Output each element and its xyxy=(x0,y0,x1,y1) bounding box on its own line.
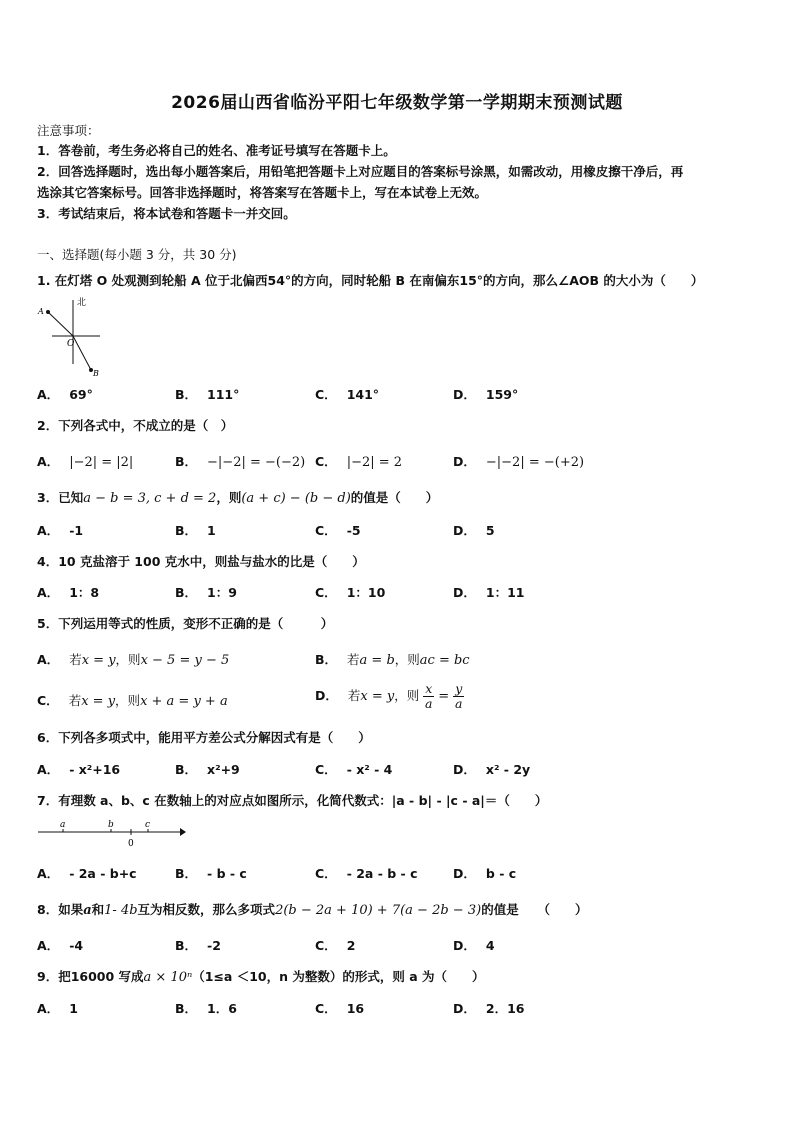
page-title: 2026届山西省临汾平阳七年级数学第一学期期末预测试题 xyxy=(171,93,623,113)
q8-option-d[interactable]: D． 4 xyxy=(453,938,495,953)
q4-stem: 4．10 克盐溶于 100 克水中，则盐与盐水的比是（ ） xyxy=(37,554,365,569)
q5-stem: 5．下列运用等式的性质，变形不正确的是（ ） xyxy=(37,616,334,631)
q9-option-a[interactable]: A． 1 xyxy=(37,1001,78,1016)
notice-item-1: 1．答卷前，考生务必将自己的姓名、准考证号填写在答题卡上。 xyxy=(37,143,396,158)
q8-stem: 8．如果a和1- 4b互为相反数，那么多项式2(b − 2a + 10) + 7(a − 2b − 3)的值是 （ ） xyxy=(37,902,588,918)
q1-fig-o-label: O xyxy=(67,339,75,349)
q9-option-b[interactable]: B． 1．6 xyxy=(175,1001,237,1016)
q7-option-c[interactable]: C． - 2a - b - c xyxy=(315,866,418,881)
notice-heading: 注意事项： xyxy=(37,123,100,138)
q9-option-c[interactable]: C． 16 xyxy=(315,1001,365,1016)
q7-option-a[interactable]: A． - 2a - b+c xyxy=(37,866,137,881)
q9-stem: 9．把16000 写成a × 10ⁿ（1≤a ＜10，n 为整数）的形式，则 a 为（ ） xyxy=(37,969,485,985)
q7-point-a: a xyxy=(60,820,66,830)
q2-option-a[interactable]: A． |−2| = |2| xyxy=(37,454,134,470)
q1-option-c[interactable]: C． 141° xyxy=(315,387,380,402)
q2-option-b[interactable]: B． −|−2| = −(−2) xyxy=(175,454,306,470)
q6-option-d[interactable]: D． x² - 2y xyxy=(453,762,531,777)
q3-stem: 3．已知a − b = 3, c + d = 2，则(a + c) − (b − d)的值是（ ） xyxy=(37,490,439,506)
q5-option-b[interactable]: B． 若a = b，则ac = bc xyxy=(315,652,470,668)
q1-fig-b-label: B xyxy=(93,369,99,378)
q6-option-b[interactable]: B． x²+9 xyxy=(175,762,240,777)
q3-option-d[interactable]: D． 5 xyxy=(453,523,495,538)
q1-option-b[interactable]: B． 111° xyxy=(175,387,240,402)
q2-stem: 2．下列各式中，不成立的是（ ） xyxy=(37,418,234,433)
q3-option-b[interactable]: B． 1 xyxy=(175,523,216,538)
q7-stem: 7．有理数 a、b、c 在数轴上的对应点如图所示，化简代数式：|a - b| - |c - a|＝（ ） xyxy=(37,793,548,808)
q2-option-c[interactable]: C． |−2| = 2 xyxy=(315,454,403,470)
q8-option-c[interactable]: C． 2 xyxy=(315,938,356,953)
q5-option-a[interactable]: A． 若x = y，则x − 5 = y − 5 xyxy=(37,652,230,668)
q5-option-c[interactable]: C． 若x = y，则x + a = y + a xyxy=(37,693,228,709)
q5-option-d[interactable]: D． 若x = y，则 $\frac{x}{a}$ = $\frac{y}{a}$ xyxy=(315,681,463,711)
q6-option-a[interactable]: A． - x²+16 xyxy=(37,762,121,777)
q1-option-d[interactable]: D． 159° xyxy=(453,387,519,402)
q1-option-a[interactable]: A． 69° xyxy=(37,387,93,402)
notice-item-2: 2．回答选择题时，选出每小题答案后，用铅笔把答题卡上对应题目的答案标号涂黑，如需改动，用橡皮擦干净后，再 xyxy=(37,164,684,179)
q7-number-line xyxy=(36,818,188,850)
q5-d-fraction-right: $\frac{y}{a}$ xyxy=(454,681,463,711)
q7-point-b: b xyxy=(108,820,114,830)
q2-option-d[interactable]: D． −|−2| = −(+2) xyxy=(453,454,585,470)
q4-option-a[interactable]: A． 1：8 xyxy=(37,585,100,600)
q5-d-fraction-left: $\frac{x}{a}$ xyxy=(425,681,433,711)
q7-option-b[interactable]: B． - b - c xyxy=(175,866,247,881)
q9-option-d[interactable]: D． 2．16 xyxy=(453,1001,525,1016)
q7-point-c: c xyxy=(145,820,151,830)
q1-direction-figure xyxy=(36,294,106,378)
q7-option-d[interactable]: D． b - c xyxy=(453,866,517,881)
q1-stem: 1. 在灯塔 O 处观测到轮船 A 位于北偏西54°的方向，同时轮船 B 在南偏东15°的方向，那么∠AOB 的大小为（ ） xyxy=(37,273,704,288)
q4-option-c[interactable]: C． 1：10 xyxy=(315,585,386,600)
notice-item-2-cont: 选涂其它答案标号。回答非选择题时，将答案写在答题卡上，写在本试卷上无效。 xyxy=(37,185,488,200)
q7-point-zero: 0 xyxy=(128,839,134,849)
q1-fig-north-label: 北 xyxy=(77,298,87,308)
section-heading: 一、选择题(每小题 3 分，共 30 分) xyxy=(37,247,237,262)
q1-fig-a-label: A xyxy=(38,307,44,316)
q8-option-a[interactable]: A． -4 xyxy=(37,938,84,953)
q4-option-b[interactable]: B． 1：9 xyxy=(175,585,237,600)
q6-stem: 6．下列各多项式中，能用平方差公式分解因式有是（ ） xyxy=(37,730,371,745)
q4-option-d[interactable]: D． 1：11 xyxy=(453,585,525,600)
q3-option-a[interactable]: A． -1 xyxy=(37,523,84,538)
q6-option-c[interactable]: C． - x² - 4 xyxy=(315,762,393,777)
q3-option-c[interactable]: C． -5 xyxy=(315,523,361,538)
q8-option-b[interactable]: B． -2 xyxy=(175,938,221,953)
notice-item-3: 3．考试结束后，将本试卷和答题卡一并交回。 xyxy=(37,206,296,221)
